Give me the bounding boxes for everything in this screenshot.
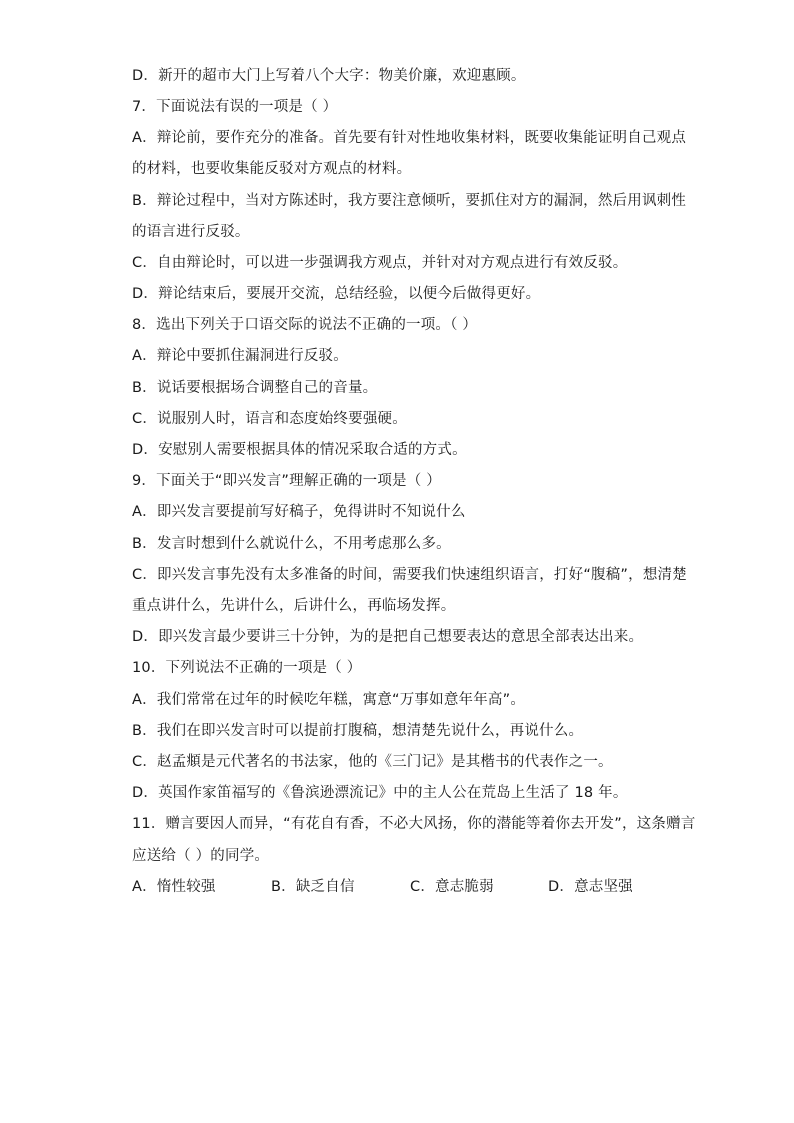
q9-option-d: D．即兴发言最少要讲三十分钟，为的是把自己想要表达的意思全部表达出来。 — [132, 629, 644, 645]
q10-stem: 10．下列说法不正确的一项是（ ） — [132, 660, 362, 676]
q7-option-b-line1: B．辩论过程中，当对方陈述时，我方要注意倾听，要抓住对方的漏洞，然后用讽刺性 — [132, 193, 687, 209]
q11-option-d: D．意志坚强 — [548, 879, 633, 895]
q11-option-b: B．缺乏自信 — [271, 879, 355, 895]
q11-stem-line1: 11．赠言要因人而异，“有花自有香，不必大风扬，你的潜能等着你去开发”，这条赠言 — [132, 816, 696, 832]
q9-option-a: A．即兴发言要提前写好稿子，免得讲时不知说什么 — [132, 504, 466, 520]
q7-stem: 7．下面说法有误的一项是（ ） — [132, 99, 338, 115]
q7-option-c: C．自由辩论时，可以进一步强调我方观点，并针对对方观点进行有效反驳。 — [132, 255, 628, 271]
q7-option-a-line2: 的材料，也要收集能反驳对方观点的材料。 — [132, 161, 412, 177]
q11-option-a: A．惰性较强 — [132, 879, 216, 895]
q6-option-d: D．新开的超市大门上写着八个大字：物美价廉，欢迎惠顾。 — [132, 68, 526, 84]
q8-option-d: D．安慰别人需要根据具体的情况采取合适的方式。 — [132, 442, 467, 458]
q7-option-a-line1: A．辩论前，要作充分的准备。首先要有针对性地收集材料，既要收集能证明自己观点 — [132, 130, 687, 146]
q10-option-c: C．赵孟頫是元代著名的书法家，他的《三门记》是其楷书的代表作之一。 — [132, 754, 613, 770]
q11-option-c: C．意志脆弱 — [410, 879, 494, 895]
q11-stem-line2: 应送给（ ）的同学。 — [132, 848, 270, 864]
q8-stem: 8．选出下列关于口语交际的说法不正确的一项。（ ） — [132, 317, 478, 333]
q9-option-c-line2: 重点讲什么，先讲什么，后讲什么，再临场发挥。 — [132, 598, 456, 614]
q8-option-b: B．说话要根据场合调整自己的音量。 — [132, 380, 378, 396]
q7-option-d: D．辩论结束后，要展开交流，总结经验，以便今后做得更好。 — [132, 286, 541, 302]
q8-option-a: A．辩论中要抓住漏洞进行反驳。 — [132, 348, 348, 364]
q10-option-a: A．我们常常在过年的时候吃年糕，寓意“万事如意年年高”。 — [132, 692, 526, 708]
q8-option-c: C．说服别人时，语言和态度始终要强硬。 — [132, 411, 407, 427]
q9-option-c-line1: C．即兴发言事先没有太多准备的时间，需要我们快速组织语言，打好“腹稿”，想清楚 — [132, 567, 687, 583]
q9-stem: 9．下面关于“即兴发言”理解正确的一项是（ ） — [132, 473, 441, 489]
q10-option-b: B．我们在即兴发言时可以提前打腹稿，想清楚先说什么，再说什么。 — [132, 723, 584, 739]
q10-option-d: D．英国作家笛福写的《鲁滨逊漂流记》中的主人公在荒岛上生活了 18 年。 — [132, 785, 628, 801]
q9-option-b: B．发言时想到什么就说什么，不用考虑那么多。 — [132, 536, 451, 552]
q7-option-b-line2: 的语言进行反驳。 — [132, 224, 250, 240]
